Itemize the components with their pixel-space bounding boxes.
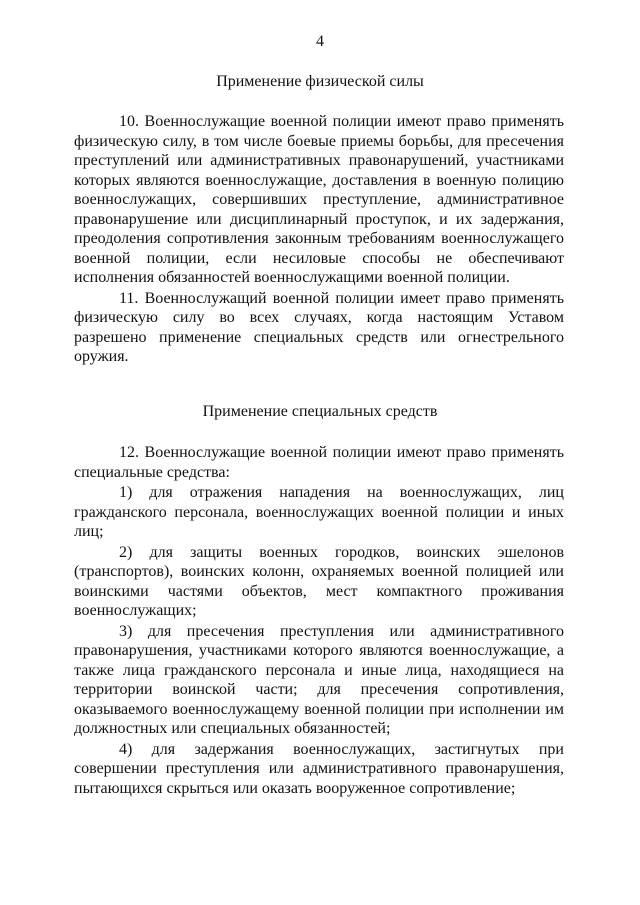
list-item-4: 4) для задержания военнослужащих, застигнутых при совершении преступления или административного правонарушения, пытающихся скрыться или оказать вооруженное сопротивление; xyxy=(74,740,564,797)
list-item-2: 2) для защиты военных городков, воинских эшелонов (транспортов), воинских колонн, охраняемых военной полицией или воинскими частями объектов, мест компактного проживания военнослужащих; xyxy=(74,543,564,619)
paragraph-10: 10. Военнослужащие военной полиции имеют право применять физическую силу, в том числе боевые приемы борьбы, для пресечения преступлений или административных правонарушений, участниками которых являются военнослужащие, доставления в военную полицию военнослужащих, совершивших преступление, административное правонарушение или дисциплинарный проступок, и их задержания, преодоления сопротивления законным требованиям военнослужащего военной полиции, если несиловые способы не обеспечивают исполнения обязанностей военнослужащими военной полиции. xyxy=(74,113,564,286)
list-item-3: 3) для пресечения преступления или административного правонарушения, участниками которого являются военнослужащие, а также лица гражданского персонала и иные лица, находящиеся на территории воинской части; для пресечения сопротивления, оказываемого военнослужащему военной полиции при исполнении им должностных или специальных обязанностей; xyxy=(74,622,564,737)
paragraph-12: 12. Военнослужащие военной полиции имеют право применять специальные средства: xyxy=(74,444,564,481)
section-heading-physical-force: Применение физической силы xyxy=(216,73,424,90)
page-number: 4 xyxy=(316,33,324,50)
list-item-1: 1) для отражения нападения на военнослужащих, лиц гражданского персонала, военнослужащих военной полиции и иных лиц; xyxy=(74,484,564,540)
paragraph-11: 11. Военнослужащий военной полиции имеет право применять физическую силу во всех случаях, когда настоящим Уставом разрешено применение специальных средств или огнестрельного оружия. xyxy=(74,289,564,365)
section-body-physical-force xyxy=(74,112,564,367)
section-body-special-means xyxy=(74,443,564,798)
section-heading-special-means: Применение специальных средств xyxy=(202,403,438,420)
